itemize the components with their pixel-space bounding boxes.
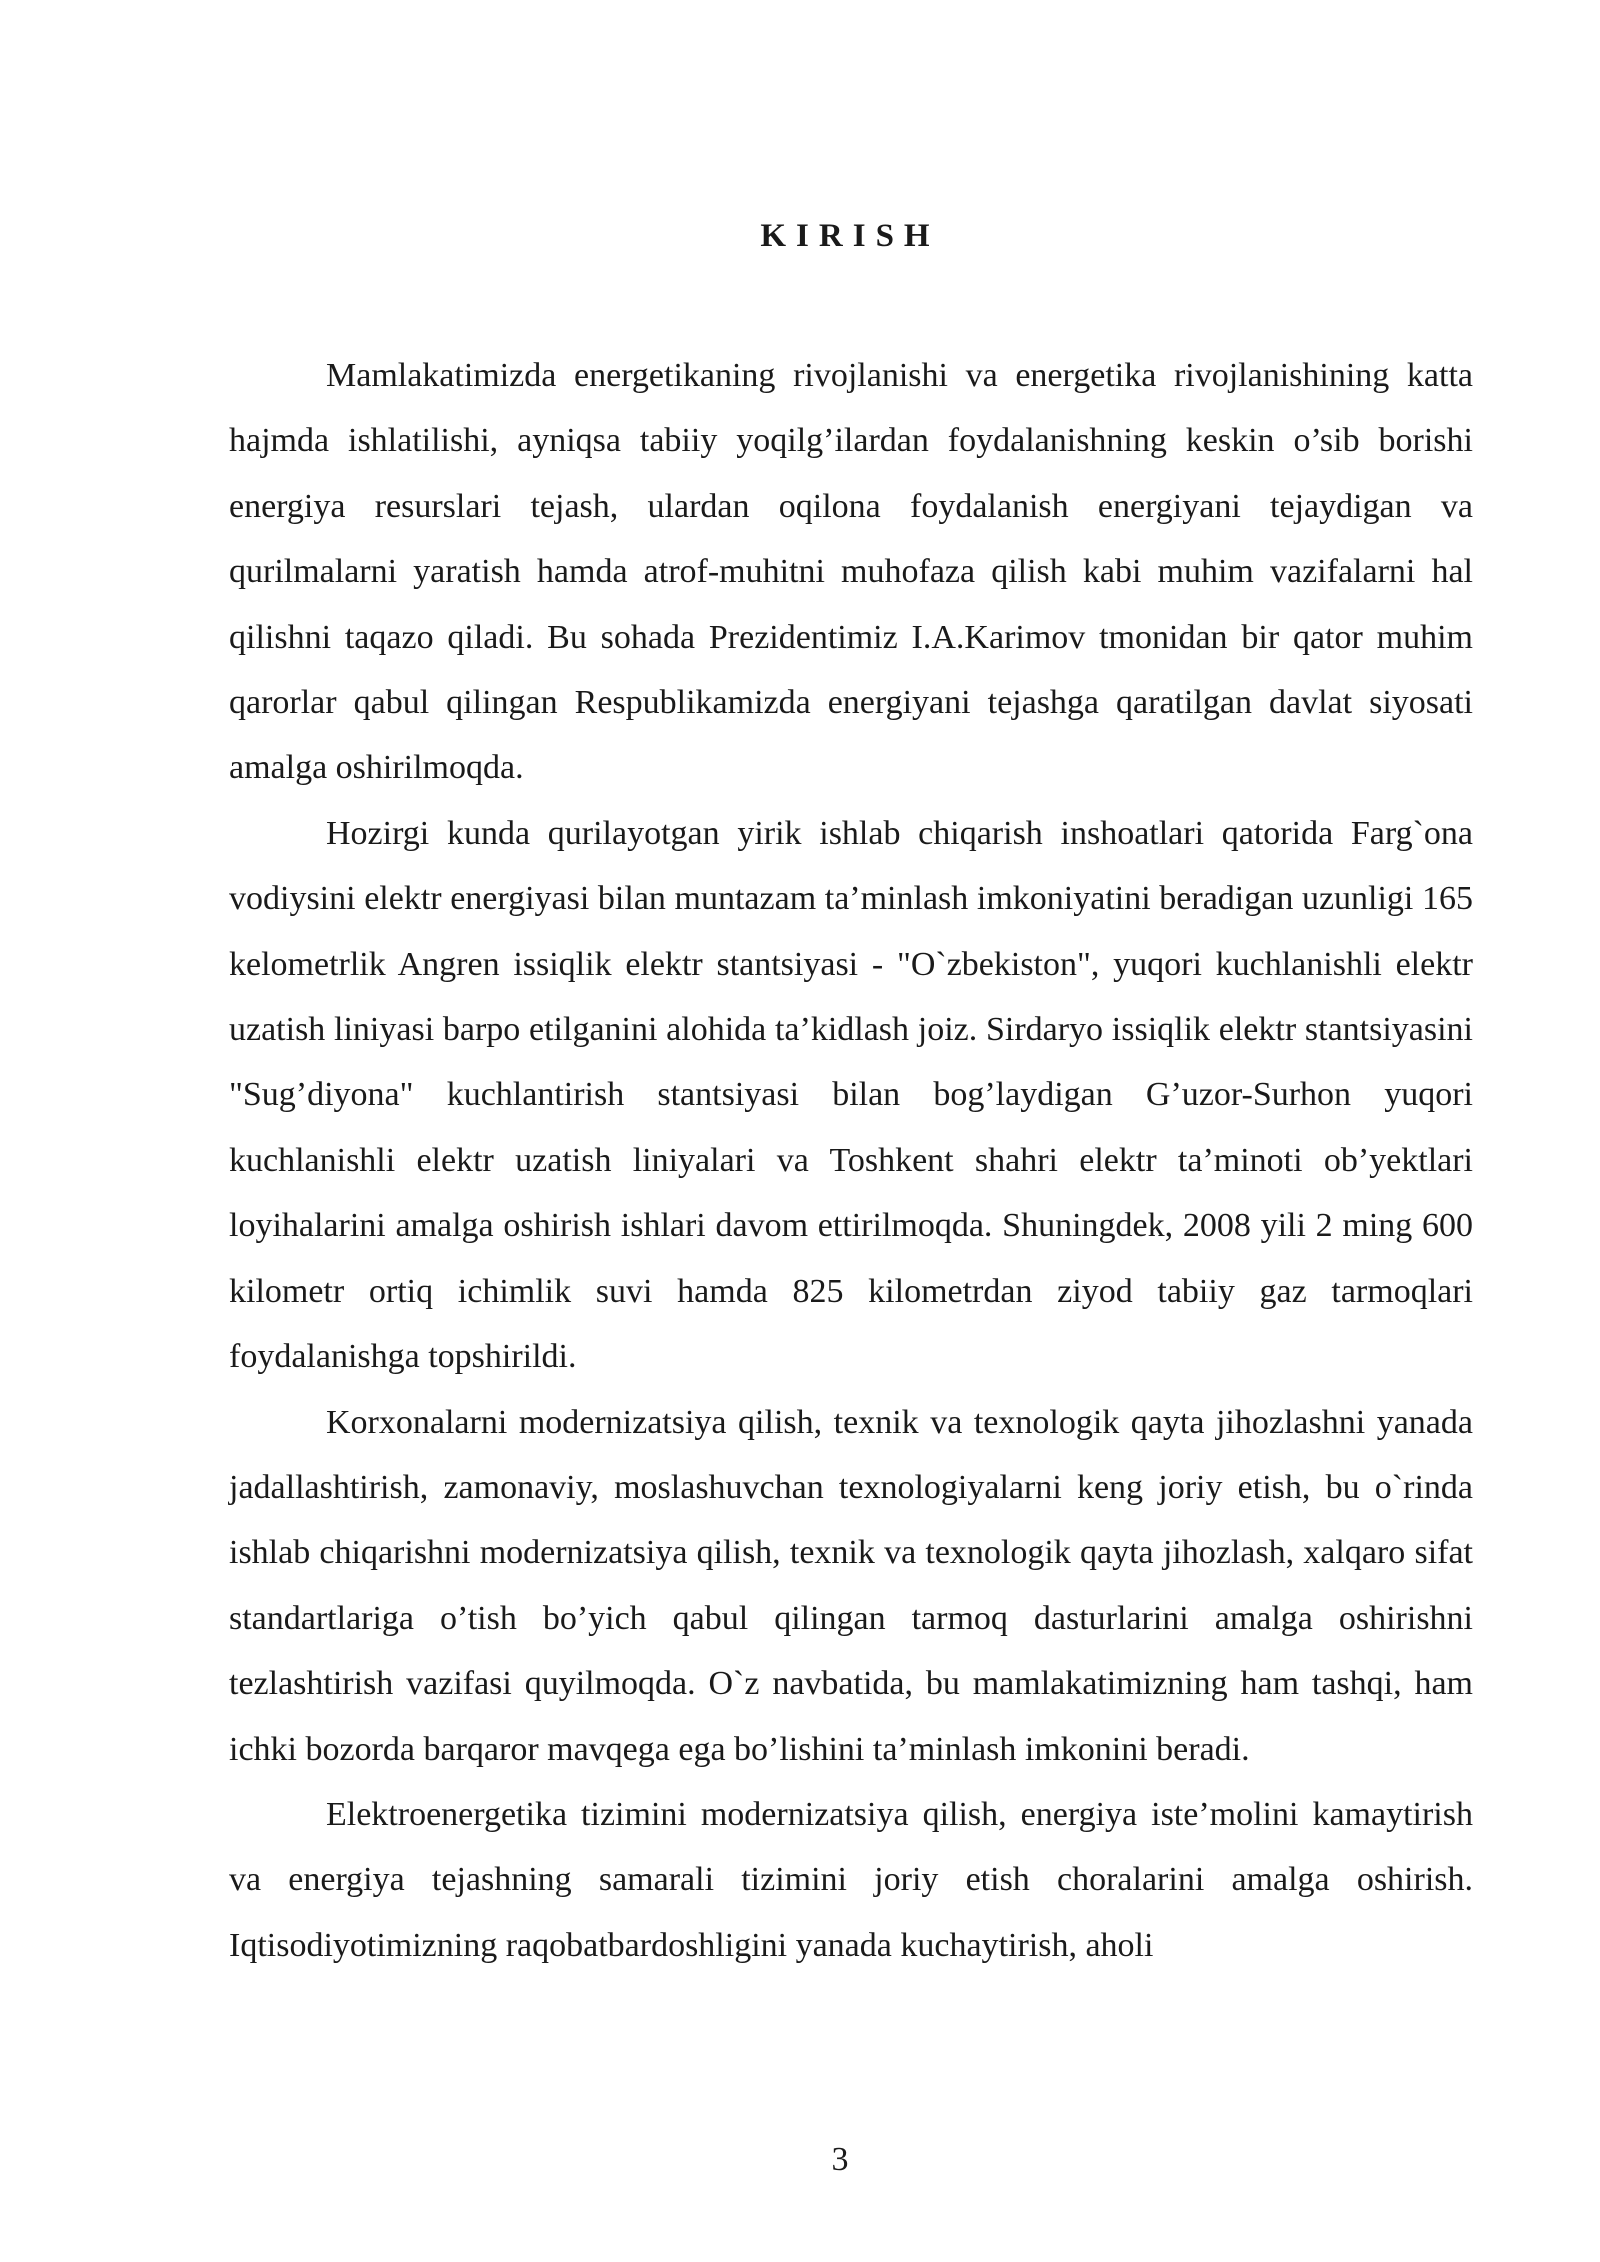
page-number: 3: [831, 2141, 849, 2178]
paragraph-4: Elektroenergetika tizimini modernizatsiya qilish, energiya iste’molini kamaytirish va energiya tejashning samarali tizimini joriy etish choralarini amalga oshirish. Iqtisodiyotimizning raqobatbardoshligini yanada kuchaytirish, aholi: [229, 1795, 1473, 1964]
body-text: [229, 343, 1473, 1978]
paragraph-3: Korxonalarni modernizatsiya qilish, texnik va texnologik qayta jihozlashni yanada jadallashtirish, zamonaviy, moslashuvchan texnologiyalarni keng joriy etish, bu o`rinda ishlab chiqarishni modernizatsiya qilish, texnik va texnologik qayta jihozlash, xalqaro sifat standartlariga o’tish bo’yich qabul qilingan tarmoq dasturlarini amalga oshirishni tezlashtirish vazifasi quyilmoqda. O`z navbatida, bu mamlakatimizning ham tashqi, ham ichki bozorda barqaror mavqega ega bo’lishini ta’minlash imkonini beradi.: [229, 1403, 1473, 1768]
paragraph-1: Mamlakatimizda energetikaning rivojlanishi va energetika rivojlanishining katta hajmda ishlatilishi, ayniqsa tabiiy yoqilg’ilardan foydalanishning keskin o’sib borishi energiya resurslari tejash, ulardan oqilona foydalanish energiyani tejaydigan va qurilmalarni yaratish hamda atrof-muhitni muhofaza qilish kabi muhim vazifalarni hal qilishni taqazo qiladi. Bu sohada Prezidentimiz I.A.Karimov tmonidan bir qator muhim qarorlar qabul qilingan Respublikamizda energiyani tejashga qaratilgan davlat siyosati amalga oshirilmoqda.: [229, 357, 1473, 787]
section-title: KIRISH: [760, 218, 940, 254]
paragraph-2: Hozirgi kunda qurilayotgan yirik ishlab chiqarish inshoatlari qatorida Farg`ona vodiysini elektr energiyasi bilan muntazam ta’minlash imkoniyatini beradigan uzunligi 165 kelometrlik Angren issiqlik elektr stantsiyasi - "O`zbekiston", yuqori kuchlanishli elektr uzatish liniyasi barpo etilganini alohida ta’kidlash joiz. Sirdaryo issiqlik elektr stantsiyasini "Sug’diyona" kuchlantirish stantsiyasi bilan bog’laydigan G’uzor-Surhon yuqori kuchlanishli elektr uzatish liniyalari va Toshkent shahri elektr ta’minoti ob’yektlari loyihalarini amalga oshirish ishlari davom ettirilmoqda. Shuningdek, 2008 yili 2 ming 600 kilometr ortiq ichimlik suvi hamda 825 kilometrdan ziyod tabiiy gaz tarmoqlari foydalanishga topshirildi.: [229, 814, 1473, 1376]
